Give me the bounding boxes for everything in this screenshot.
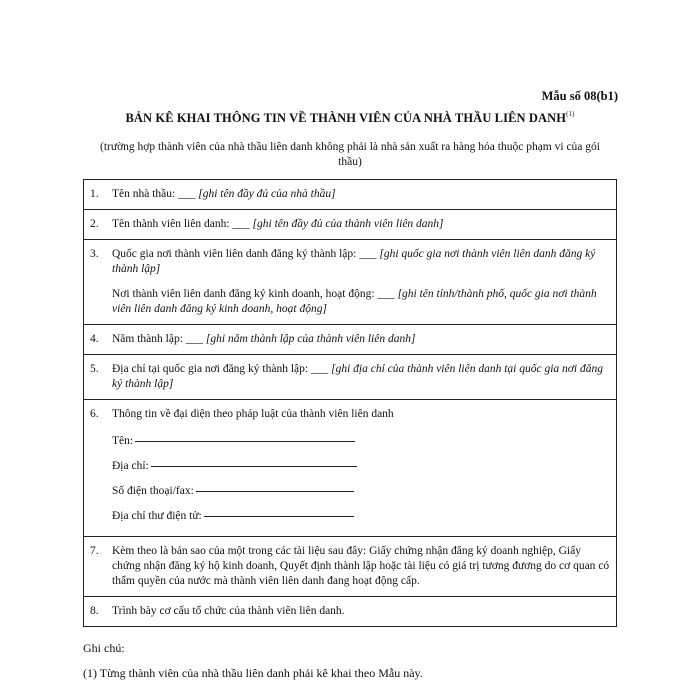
phone-fax-input-line[interactable] — [196, 491, 354, 492]
fill-hint: [ghi quốc gia nơi thành viên liên danh đăng ký thành lập] — [112, 248, 596, 275]
row-label: Nơi thành viên liên danh đăng ký kinh doanh, hoạt động: — [112, 288, 378, 300]
title-text: BẢN KÊ KHAI THÔNG TIN VỀ THÀNH VIÊN CỦA NHÀ THẦU LIÊN DANH — [125, 111, 567, 125]
table-row — [84, 180, 617, 210]
row-label: Quốc gia nơi thành viên liên danh đăng ký thành lập: — [112, 248, 360, 260]
table-row — [84, 240, 617, 325]
field-label-address: Địa chỉ: — [112, 460, 149, 472]
row-label: Trình bày cơ cấu tổ chức của thành viên liên danh. — [112, 605, 345, 617]
field-label-email: Địa chỉ thư điện tử: — [112, 510, 202, 522]
table-row — [84, 355, 617, 400]
fill-hint: [ghi tên tỉnh/thành phố, quốc gia nơi thành viên liên danh đăng ký kinh doanh, hoạt động] — [112, 288, 597, 315]
document-title — [80, 110, 620, 126]
table-cell — [84, 210, 617, 240]
row-number: 5. — [90, 363, 99, 375]
fill-hint: [ghi tên đầy đủ của thành viên liên danh] — [249, 218, 444, 230]
row-number: 4. — [90, 333, 99, 345]
fill-blank[interactable]: ___ — [377, 288, 395, 300]
row-label: Năm thành lập: — [112, 333, 186, 345]
row-number: 6. — [90, 408, 99, 420]
row-number: 2. — [90, 218, 99, 230]
fill-blank[interactable]: ___ — [310, 363, 329, 375]
name-input-line[interactable] — [135, 441, 355, 442]
row-label: Thông tin về đại diện theo pháp luật của thành viên liên danh — [112, 408, 394, 420]
table-cell — [84, 180, 617, 210]
table-cell — [84, 400, 617, 537]
row-number: 1. — [90, 188, 99, 200]
document-subtitle: (trường hợp thành viên của nhà thầu liên danh không phải là nhà sản xuất ra hàng hóa thuộc phạm vi của gói thầu) — [100, 141, 600, 168]
table-cell — [84, 597, 617, 627]
title-footnote-marker: (1) — [566, 110, 575, 118]
field-label-phone-fax: Số điện thoại/fax: — [112, 485, 194, 497]
table-cell — [84, 355, 617, 400]
field-label-name: Tên: — [112, 435, 134, 447]
row-label: Địa chỉ tại quốc gia nơi đăng ký thành lập: — [112, 363, 311, 375]
member-info-table — [83, 179, 617, 627]
row-number: 3. — [90, 248, 99, 260]
table-cell — [84, 325, 617, 355]
row-label: Tên thành viên liên danh: — [112, 218, 233, 230]
fill-hint: [ghi năm thành lập của thành viên liên danh] — [203, 333, 416, 345]
address-input-line[interactable] — [151, 466, 357, 467]
email-input-line[interactable] — [204, 516, 354, 517]
notes-heading: Ghi chú: — [83, 641, 125, 655]
table-row — [84, 597, 617, 627]
fill-hint: [ghi địa chỉ của thành viên liên danh tại quốc gia nơi đăng ký thành lập] — [112, 363, 603, 390]
note-item: (1) Từng thành viên của nhà thầu liên danh phải kê khai theo Mẫu này. — [83, 666, 423, 680]
fill-blank[interactable]: ___ — [232, 218, 250, 230]
table-row — [84, 210, 617, 240]
row-label: Kèm theo là bản sao của một trong các tài liệu sau đây: Giấy chứng nhận đăng ký doanh nghiệp, Giấy chứng nhận đăng ký hộ kinh doanh, Quyết định thành lập hoặc tài liệu có giá trị tương đương do cơ quan có thẩm quyền của nước mà thành viên liên danh đang hoạt động cấp. — [112, 545, 610, 587]
fill-hint: [ghi tên đầy đủ của nhà thầu] — [195, 188, 336, 200]
table-cell — [84, 537, 617, 597]
row-number: 8. — [90, 605, 99, 617]
table-cell — [84, 240, 617, 325]
fill-blank[interactable]: ___ — [359, 248, 377, 260]
fill-blank[interactable]: ___ — [185, 333, 204, 345]
row-number: 7. — [90, 545, 99, 557]
table-row — [84, 325, 617, 355]
table-row — [84, 537, 617, 597]
form-code: Mẫu số 08(b1) — [541, 89, 618, 103]
fill-blank[interactable]: ___ — [178, 188, 196, 200]
row-label: Tên nhà thầu: — [112, 188, 179, 200]
table-row — [84, 400, 617, 537]
